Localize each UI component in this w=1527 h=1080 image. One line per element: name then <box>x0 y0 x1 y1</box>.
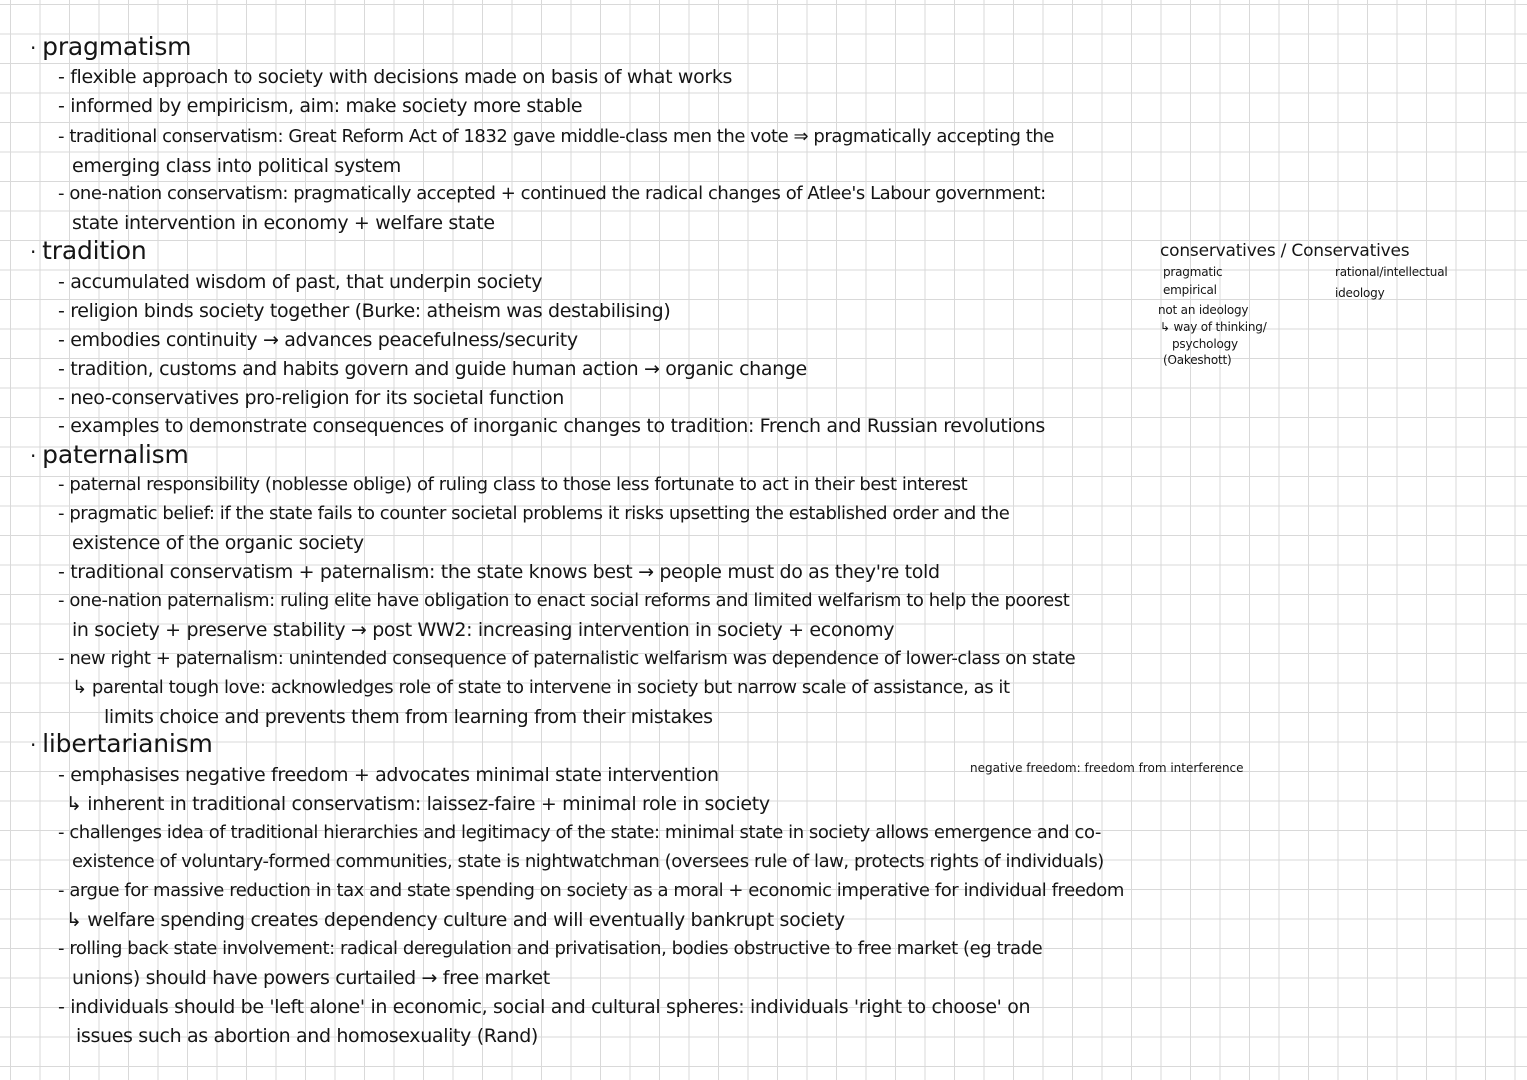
note-line: - one-nation paternalism: ruling elite have obligation to enact social reforms and limited welfarism to help the poorest <box>58 590 1070 611</box>
note-line: ↳ inherent in traditional conservatism: laissez-faire + minimal role in society <box>66 793 770 815</box>
section-heading: · tradition <box>30 236 147 265</box>
section-heading: · paternalism <box>30 440 189 469</box>
note-line: - new right + paternalism: unintended consequence of paternalistic welfarism was dependence of lower-class on state <box>58 648 1076 669</box>
note-line: unions) should have powers curtailed → free market <box>72 967 550 989</box>
note-line: emerging class into political system <box>72 155 401 177</box>
note-line: - neo-conservatives pro-religion for its societal function <box>58 387 564 409</box>
note-line: - challenges idea of traditional hierarchies and legitimacy of the state: minimal state in society allows emergence and co- <box>58 822 1101 843</box>
note-line: ↳ welfare spending creates dependency culture and will eventually bankrupt society <box>66 909 845 931</box>
note-line: - embodies continuity → advances peacefulness/security <box>58 329 578 351</box>
note-line: - paternal responsibility (noblesse oblige) of ruling class to those less fortunate to act in their best interest <box>58 474 968 495</box>
note-line: state intervention in economy + welfare state <box>72 212 495 234</box>
section-heading: · pragmatism <box>30 32 192 61</box>
note-line: - accumulated wisdom of past, that underpin society <box>58 271 543 293</box>
note-line: - one-nation conservatism: pragmatically accepted + continued the radical changes of Atlee's Labour government: <box>58 183 1046 204</box>
note-line: ↳ parental tough love: acknowledges role of state to intervene in society but narrow scale of assistance, as it <box>72 677 1010 698</box>
note-line: - flexible approach to society with decisions made on basis of what works <box>58 66 733 88</box>
note-line: in society + preserve stability → post WW2: increasing intervention in society + economy <box>72 619 895 641</box>
note-line: existence of the organic society <box>72 532 364 554</box>
note-line: - argue for massive reduction in tax and state spending on society as a moral + economic imperative for individual freedom <box>58 880 1124 901</box>
side-note-item: psychology <box>1172 337 1238 351</box>
note-line: existence of voluntary-formed communities, state is nightwatchman (oversees rule of law, protects rights of individuals) <box>72 851 1104 872</box>
side-note-item: empirical <box>1163 283 1217 297</box>
side-note-item: pragmatic <box>1163 265 1223 279</box>
note-line: - emphasises negative freedom + advocates minimal state intervention <box>58 764 719 786</box>
side-note-item: (Oakeshott) <box>1163 353 1232 367</box>
inline-note: negative freedom: freedom from interference <box>970 761 1244 775</box>
note-line: - traditional conservatism: Great Reform Act of 1832 gave middle-class men the vote ⇒ pragmatically accepting the <box>58 126 1054 147</box>
note-line: - tradition, customs and habits govern and guide human action → organic change <box>58 358 807 380</box>
note-line: issues such as abortion and homosexuality (Rand) <box>76 1025 538 1047</box>
section-heading: · libertarianism <box>30 729 213 758</box>
note-line: - traditional conservatism + paternalism: the state knows best → people must do as they're told <box>58 561 940 583</box>
note-line: - religion binds society together (Burke: atheism was destabilising) <box>58 300 671 322</box>
note-line: - informed by empiricism, aim: make society more stable <box>58 95 583 117</box>
note-line: - examples to demonstrate consequences of inorganic changes to tradition: French and Russian revolutions <box>58 415 1045 437</box>
side-note-item: ↳ way of thinking/ <box>1160 320 1267 334</box>
side-note-item: rational/intellectual <box>1335 265 1448 279</box>
side-note-title: conservatives / Conservatives <box>1160 241 1410 261</box>
side-note-item: not an ideology <box>1158 303 1249 317</box>
note-line: - pragmatic belief: if the state fails to counter societal problems it risks upsetting the established order and the <box>58 503 1010 524</box>
note-line: limits choice and prevents them from learning from their mistakes <box>104 706 713 728</box>
note-line: - rolling back state involvement: radical deregulation and privatisation, bodies obstructive to free market (eg trade <box>58 938 1043 959</box>
side-note-item: ideology <box>1335 286 1385 300</box>
note-line: - individuals should be 'left alone' in economic, social and cultural spheres: individuals 'right to choose' on <box>58 996 1031 1018</box>
